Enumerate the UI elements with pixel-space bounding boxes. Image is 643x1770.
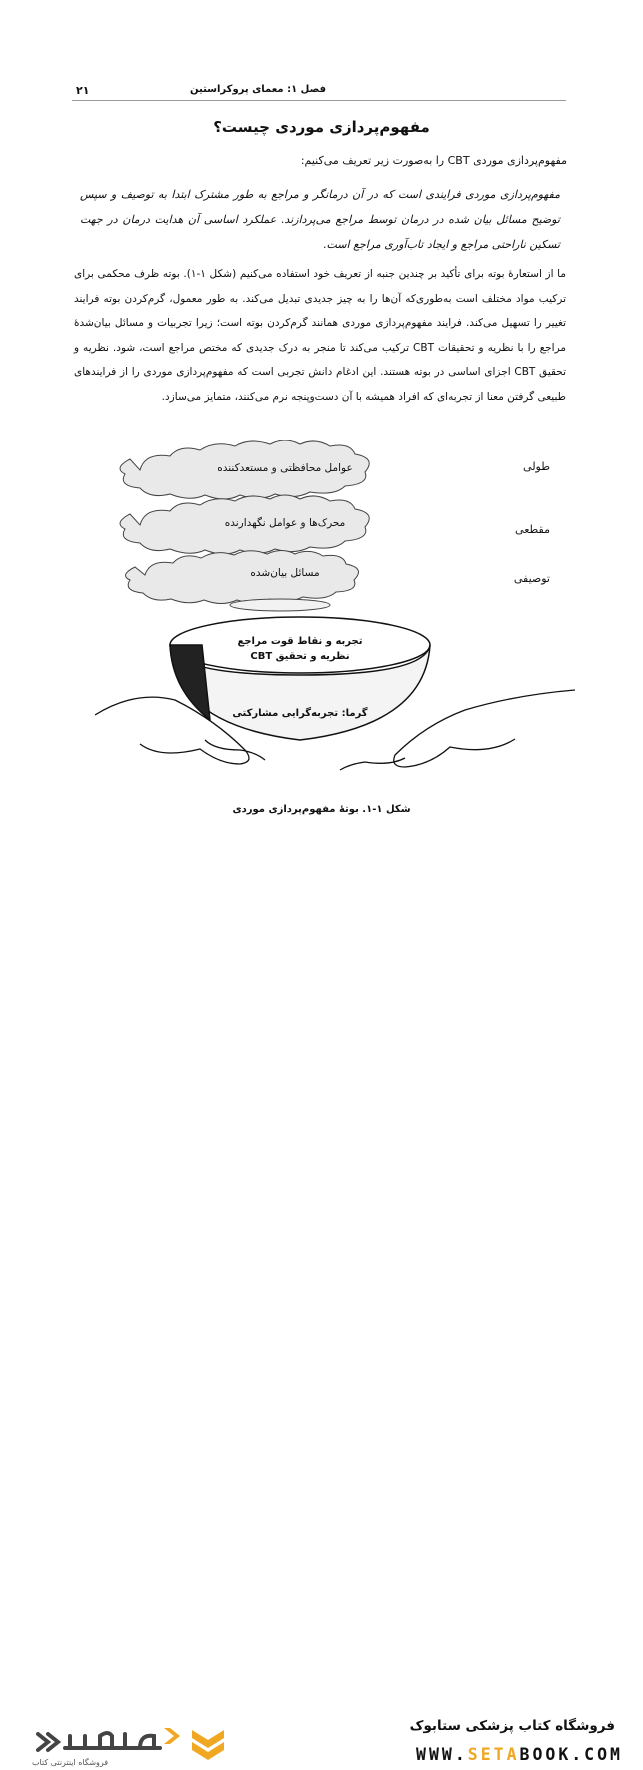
heat-label: گرما: تجربه‌گرایی مشارکتی: [232, 708, 368, 719]
intro-line: مفهوم‌پردازی موردی CBT را به‌صورت زیر تعریف می‌کنیم:: [300, 154, 567, 167]
bowl-line-1: تجربه و نقاط قوت مراجع: [237, 636, 363, 647]
shop-name: فروشگاه کتاب پزشکی ستابوک: [409, 1718, 615, 1734]
logo-tagline: فروشگاه اینترنتی کتاب: [32, 1758, 109, 1767]
level-label-2: مقطعی: [515, 523, 550, 536]
url-suffix: BOOK.COM: [519, 1745, 623, 1764]
cloud-label-3: مسائل بیان‌شده: [250, 567, 320, 579]
book-page: [0, 0, 643, 850]
logo-arrow-1: [38, 1734, 48, 1750]
section-heading: مفهوم‌پردازی موردی چیست؟: [213, 118, 430, 136]
url-highlight: SETA: [467, 1745, 520, 1764]
level-label-1: طولی: [523, 460, 550, 473]
header-rule: [72, 100, 566, 101]
cloud-label-2: محرک‌ها و عوامل نگهدارنده: [224, 517, 346, 529]
bowl-line-2: نظریه و تحقیق CBT: [250, 651, 350, 662]
shop-url[interactable]: [416, 1745, 623, 1764]
level-label-3: توصیفی: [513, 572, 550, 585]
url-prefix: WWW.: [416, 1745, 468, 1764]
definition-block: مفهوم‌پردازی موردی فرایندی است که در آن درمانگر و مراجع به طور مشترک ابتدا به توصیف و سپس توضیح مسائل بیان شده در درمان توسط مراجع می‌پردازند. عملکرد اساسی آن هدایت درمان در جهت تسکین ناراحتی مراجع و ایجاد تاب‌آوری مراجع است.: [80, 188, 560, 251]
footer-banner: [0, 850, 643, 1767]
crucible-illustration: [95, 440, 575, 790]
crucible-figure: [95, 440, 575, 790]
logo-chevrons: [164, 1728, 180, 1744]
body-paragraph: ما از استعارهٔ بوته برای تأکید بر چندین جنبه از تعریف خود استفاده می‌کنیم (شکل ۱-۱). بوته ظرف محکمی برای ترکیب مواد مختلف است به‌طوری‌که آن‌ها را به چیز جدیدی تبدیل می‌کند. به طور معمول، گرم‌کردن بوته فرایند تغییر را تسهیل می‌کند. فرایند مفهوم‌پردازی موردی همانند گرم‌کردن بوته است؛ زیرا تجربیات و مسائل بیان‌شدهٔ مراجع را با نظریه و تحقیقات CBT ترکیب می‌کند تا منجر به درک جدیدی که مختص مراجع است، شود. نظریه و تحقیق CBT اجزای اساسی در بوته هستند. این ادغام دانش تجربی است که مفهوم‌پردازی موردی را از فرایندهای طبیعی گرفتن معنا از تجربه‌ای که افراد همیشه با آن دست‌وپنجه نرم می‌کنند، متمایز می‌سازد.: [74, 268, 566, 403]
brand-chevron-icon: [188, 1724, 228, 1764]
right-hand: [394, 690, 575, 767]
page-number: ۲۱: [76, 84, 90, 97]
chapter-title: فصل ۱: معمای پروکراستین: [190, 84, 326, 95]
logo-letters: [70, 1733, 154, 1748]
lid-shape: [230, 599, 330, 611]
figure-caption: شکل ۱-۱. بوتهٔ مفهوم‌پردازی موردی: [232, 804, 411, 815]
cloud-label-1: عوامل محافظتی و مستعدکننده: [217, 462, 353, 474]
